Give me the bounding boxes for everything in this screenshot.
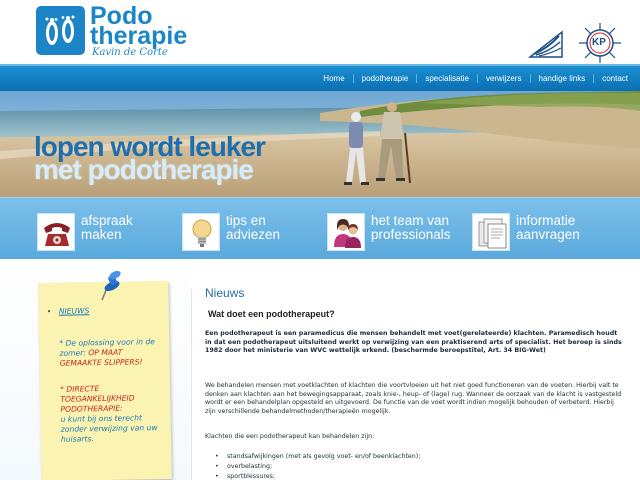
hero-headline-line1: lopen wordt leuker (34, 131, 265, 162)
quicklink-tips-line1: tips en (226, 213, 266, 228)
sticky-item-slippers[interactable] (59, 337, 164, 369)
content-divider (191, 289, 192, 480)
logo-subtitle: Kavin de Corte (92, 47, 168, 58)
quicklink-team-line2: professionals (371, 227, 451, 242)
article-title: Wat doet een podotherapeut? (208, 309, 335, 319)
sticky-item-direct-access[interactable] (60, 383, 169, 445)
logo-title-line2: therapie (90, 22, 188, 50)
sticky-news-list (46, 305, 161, 444)
nav-list (315, 66, 640, 91)
nav-specialisatie[interactable]: specialisatie (416, 74, 477, 83)
article-paragraph-1: We behandelen mensen met voetklachten of klachten die voortvloeien uit het niet goed functioneren van de voeten. Hierbij valt te denken aan klachten aan het bewegingsapparaat, zoals knie-, heup- of (lage) rug. Wanneer de oorzaak van de klacht is vastgesteld wordt er een behandelplan opgesteld en uitgevoerd. De functie van de voet wordt indien mogelijk behouden of verbeterd. Hierbij zijn verschillende behandelmethoden/therapieën mogelijk. (205, 382, 622, 416)
nav-verwijzers[interactable]: verwijzers (477, 74, 530, 83)
article-paragraph-2: Klachten die een podotherapeut kan behandelen zijn: (205, 433, 375, 440)
sticky-item-slippers-text: * De oplossing voor in de zomer: (59, 337, 155, 358)
nav-home[interactable]: Home (323, 74, 345, 83)
article-intro: Een podotherapeut is een paramedicus die mensen behandelt met voet(gerelateerde) klachten. Paramedisch houdt in dat een podotherapeut uitsluitend werkt op verwijzing van een praktiserend arts of specialist. Het beroep is sinds 1982 door het ministerie van WVC wettelijk erkend. (beschermde beroepstitel, Art. 34 BIG-Wet) (205, 330, 622, 355)
sticky-item-slippers-highlight: OP MAAT GEMAAKTE SLIPPERS! (59, 347, 143, 368)
quicklinks-bar (0, 197, 640, 259)
header (0, 0, 640, 64)
conditions-list (215, 452, 420, 480)
sticky-item-direct-access-highlight: * DIRECTE TOEGANKELIJKHEID PODOTHERAPIE: (60, 384, 135, 414)
kp-quality-seal (578, 22, 622, 64)
sticky-news-link[interactable]: NIEUWS (58, 306, 90, 316)
list-item: • overbelasting; (215, 462, 420, 472)
site-logo[interactable] (36, 2, 188, 58)
sticky-item-direct-access-text: u kunt bij ons terecht zonder verwijzing van uw huisarts. (60, 413, 158, 444)
team-icon (327, 213, 365, 251)
news-sticky-note (38, 281, 171, 480)
foot-association-logo (526, 24, 566, 62)
documents-icon (472, 213, 510, 251)
main-content (205, 286, 625, 480)
list-item: • sportblessures; (215, 472, 420, 480)
quicklink-team-line1: het team van (371, 213, 450, 228)
nav-podotherapie[interactable]: podotherapie (353, 74, 417, 83)
phone-icon (37, 213, 75, 251)
lightbulb-icon (182, 213, 220, 251)
quicklink-tips-line2: adviezen (226, 227, 281, 242)
footprints-icon (36, 6, 85, 55)
quicklink-appointment-line1: afspraak (81, 213, 133, 228)
quicklink-information-line1: informatie (516, 213, 576, 228)
logo-title-line1: Podo (90, 2, 153, 30)
nav-contact[interactable]: contact (593, 74, 640, 83)
section-heading: Nieuws (205, 286, 245, 300)
bullet-icon: • (46, 306, 52, 317)
quicklink-appointment-line2: maken (81, 227, 122, 242)
main-navigation (0, 64, 640, 91)
hero-banner (0, 91, 640, 197)
list-item: • standsafwijkingen (met als gevolg voet- en/of beenklachten); (215, 452, 420, 462)
kp-label: KP (592, 37, 606, 48)
nav-handige-links[interactable]: handige links (530, 74, 594, 83)
pushpin-icon (98, 270, 124, 302)
hero-headline-line2: met podotherapie (34, 154, 253, 185)
quicklink-information-line2: aanvragen (516, 227, 580, 242)
